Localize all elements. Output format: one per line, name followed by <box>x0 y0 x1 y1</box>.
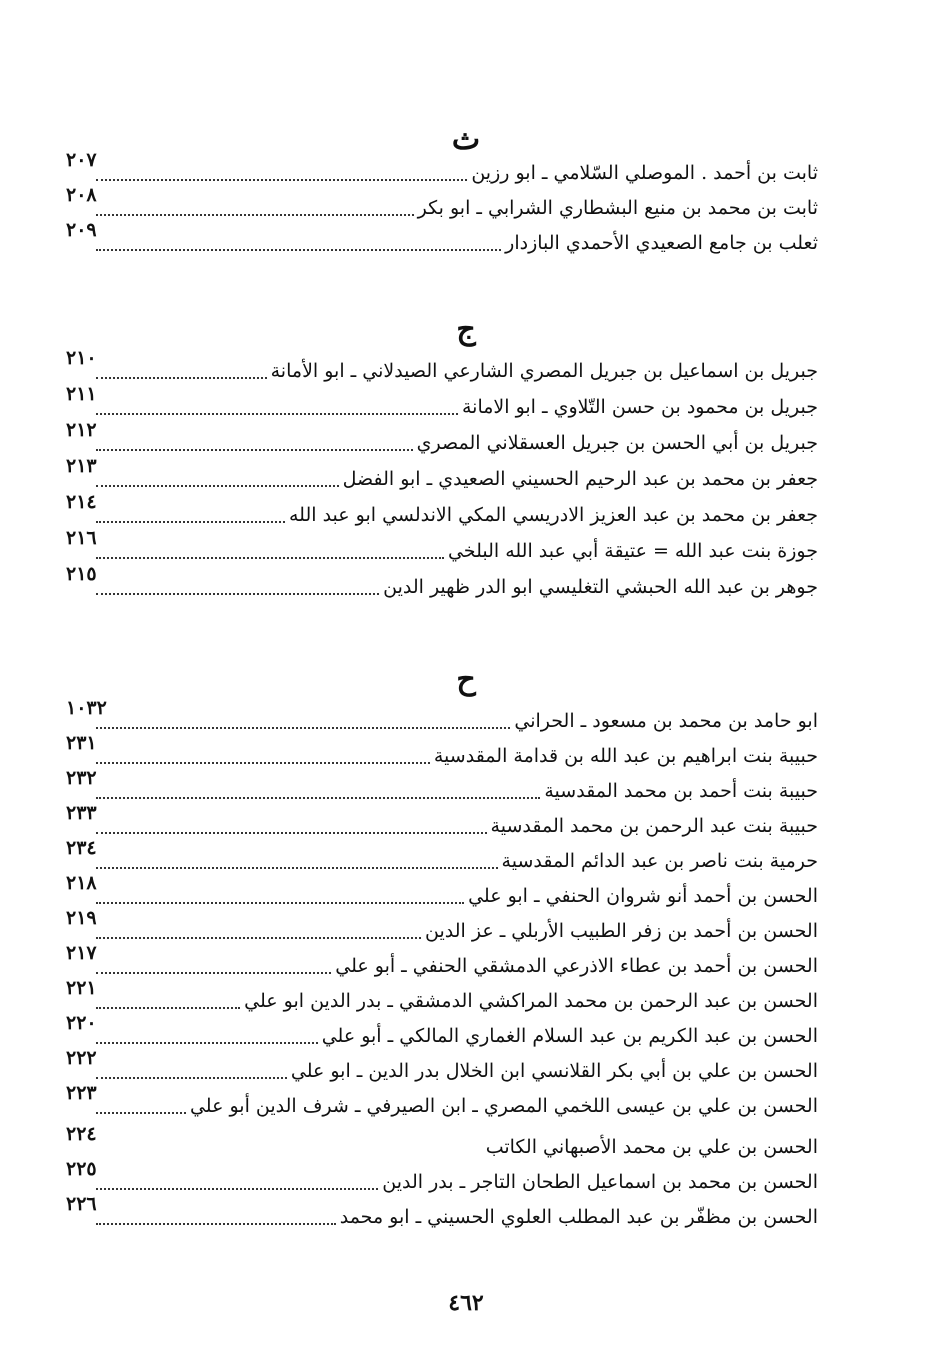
entry-page-number: ٢٢٠ <box>66 1012 97 1034</box>
index-entry <box>66 872 818 911</box>
entry-name: جبريل بن محمود بن حسن التّلاوي ـ ابو الامانة <box>461 396 818 418</box>
entry-page-number: ٢١٠ <box>66 347 97 369</box>
leader-dots <box>96 249 501 251</box>
entry-page-number: ٢٢٤ <box>66 1123 97 1145</box>
entry-name: جبريل بن اسماعيل بن جبريل المصري الشارعي الصيدلاني ـ ابو الأمانة <box>270 360 818 382</box>
entry-page-number: ٢٢٦ <box>66 1193 97 1215</box>
entry-page-number: ٢١٤ <box>66 491 97 513</box>
entry-page-number: ٢١١ <box>66 383 97 405</box>
index-entry <box>66 219 818 258</box>
entry-name: جوهر بن عبد الله الحبشي التغليسي ابو الدر ظهير الدين <box>383 576 818 598</box>
leader-dots <box>96 1042 318 1044</box>
entry-name: ثابت بن محمد بن منيع البشطاري الشرابي ـ ابو بكر <box>417 197 818 219</box>
entry-page-number: ٢١٧ <box>66 942 97 964</box>
index-entry <box>66 1047 818 1086</box>
entry-name: الحسن بن أحمد بن عطاء الاذرعي الدمشقي الحنفي ـ أبو علي <box>335 955 818 977</box>
entry-page-number: ٢٢١ <box>66 977 97 999</box>
leader-dots <box>96 762 430 764</box>
leader-dots <box>96 179 467 181</box>
leader-dots <box>96 1007 240 1009</box>
index-entry <box>66 563 818 602</box>
entry-name: الحسن بن مظفّر بن عبد المطلب العلوي الحسيني ـ ابو محمد <box>339 1206 818 1228</box>
entry-name: ثعلب بن جامع الصعيدي الأحمدي البازدار <box>505 232 818 254</box>
entry-name: جوزة بنت عبد الله = عتيقة أبي عبد الله البلخي <box>447 540 818 562</box>
entry-name: حرمية بنت ناصر بن عبد الدائم المقدسية <box>501 850 818 872</box>
section-heading-ha: ح <box>456 662 476 697</box>
entry-name: جعفر بن محمد بن عبد الرحيم الحسيني الصعيدي ـ ابو الفضل <box>342 468 818 490</box>
index-entry <box>66 977 818 1016</box>
leader-dots <box>96 449 413 451</box>
index-entry <box>66 942 818 981</box>
leader-dots <box>96 214 414 216</box>
index-entry <box>66 184 818 223</box>
index-entry <box>66 1123 818 1162</box>
entry-page-number: ٢٢٥ <box>66 1158 97 1180</box>
entry-name: حبيبة بنت عبد الرحمن بن محمد المقدسية <box>490 815 818 837</box>
leader-dots <box>96 413 458 415</box>
leader-dots <box>96 1188 378 1190</box>
index-entry <box>66 697 818 736</box>
leader-dots <box>96 797 540 799</box>
leader-dots <box>96 1223 336 1225</box>
entry-page-number: ١٠٣٢ <box>66 697 107 719</box>
leader-dots <box>96 593 379 595</box>
entry-page-number: ٢١٨ <box>66 872 97 894</box>
entry-name: الحسن بن عبد الكريم بن عبد السلام الغماري المالكي ـ أبو علي <box>321 1025 818 1047</box>
section-heading-tha: ث <box>451 122 481 157</box>
entry-page-number: ٢٠٨ <box>66 184 97 206</box>
entry-page-number: ٢١٥ <box>66 563 97 585</box>
leader-dots <box>96 937 421 939</box>
entry-name: حبيبة بنت أحمد بن محمد المقدسية <box>544 780 818 802</box>
index-entry <box>66 383 818 422</box>
entry-page-number: ٢٣٣ <box>66 802 97 824</box>
index-entry <box>66 347 818 386</box>
entry-page-number: ٢٢٣ <box>66 1082 97 1104</box>
leader-dots <box>96 867 498 869</box>
index-entry <box>66 1082 818 1121</box>
entry-name: حبيبة بنت ابراهيم بن عبد الله بن قدامة المقدسية <box>433 745 818 767</box>
section-heading-jim: ج <box>456 312 476 347</box>
index-entry <box>66 907 818 946</box>
leader-dots <box>96 557 444 559</box>
entry-name: جعفر بن محمد بن عبد العزيز الادريسي المكي الاندلسي ابو عبد الله <box>288 504 818 526</box>
index-entry <box>66 149 818 188</box>
entry-page-number: ٢٣٢ <box>66 767 97 789</box>
index-entry <box>66 491 818 530</box>
index-entry <box>66 767 818 806</box>
entry-page-number: ٢٢٢ <box>66 1047 97 1069</box>
entry-page-number: ٢١٩ <box>66 907 97 929</box>
entry-name: الحسن بن أحمد بن زفر الطبيب الأربلي ـ عز الدين <box>425 920 818 942</box>
page-number: ٤٦٢ <box>448 1290 484 1316</box>
index-entry <box>66 837 818 876</box>
entry-page-number: ٢٣١ <box>66 732 97 754</box>
leader-dots <box>96 521 285 523</box>
entry-name: الحسن بن عبد الرحمن بن محمد المراكشي الدمشقي ـ بدر الدين ابو علي <box>244 990 818 1012</box>
index-entry <box>66 1158 818 1197</box>
entry-name: جبريل بن أبي الحسن بن جبريل العسقلاني المصري <box>416 432 818 454</box>
leader-dots <box>96 1077 287 1079</box>
entry-name: ابو حامد بن محمد بن مسعود ـ الحراني <box>514 710 818 732</box>
leader-dots <box>96 1112 186 1114</box>
index-entry <box>66 527 818 566</box>
entry-name: الحسن بن علي بن أبي بكر القلانسي ابن الخلال بدر الدين ـ ابو علي <box>290 1060 818 1082</box>
entry-page-number: ٢٣٤ <box>66 837 97 859</box>
index-entry <box>66 802 818 841</box>
entry-page-number: ٢١٢ <box>66 419 97 441</box>
leader-dots <box>96 485 339 487</box>
leader-dots <box>96 377 267 379</box>
leader-dots <box>96 972 331 974</box>
entry-name: الحسن بن علي بن محمد الأصبهاني الكاتب <box>485 1136 818 1158</box>
index-entry <box>66 419 818 458</box>
entry-page-number: ٢٠٩ <box>66 219 97 241</box>
leader-dots <box>96 727 510 729</box>
entry-name: الحسن بن علي بن عيسى اللخمي المصري ـ ابن الصيرفي ـ شرف الدين أبو علي <box>189 1095 818 1117</box>
entry-name: الحسن بن أحمد أنو شروان الحنفي ـ ابو علي <box>468 885 818 907</box>
index-entry <box>66 1012 818 1051</box>
entry-name: ثابت بن أحمد . الموصلي السّلامي ـ ابو رزين <box>471 162 818 184</box>
leader-dots <box>96 902 464 904</box>
index-entry <box>66 1193 818 1232</box>
entry-page-number: ٢١٦ <box>66 527 97 549</box>
entry-name: الحسن بن محمد بن اسماعيل الطحان التاجر ـ بدر الدين <box>382 1171 818 1193</box>
index-entry <box>66 455 818 494</box>
entry-page-number: ٢١٣ <box>66 455 97 477</box>
entry-page-number: ٢٠٧ <box>66 149 97 171</box>
leader-dots <box>96 832 487 834</box>
index-entry <box>66 732 818 771</box>
